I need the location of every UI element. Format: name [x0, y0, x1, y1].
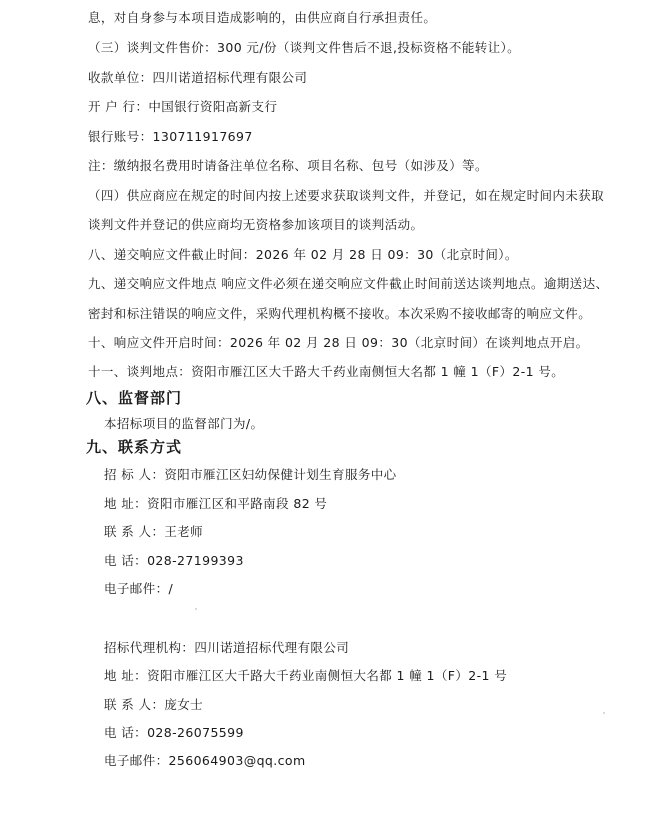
- agency-address-row: [104, 668, 507, 684]
- paragraph-submission-location-cont: 密封和标注错误的响应文件，采购代理机构概不接收。本次采购不接收邮寄的响应文件。: [88, 306, 592, 321]
- tenderer-address-label: 地 址：: [104, 496, 148, 511]
- agency-phone-label: 电 话：: [104, 725, 148, 740]
- agency-phone-row: [104, 725, 244, 741]
- paragraph-bank: 开 户 行：中国银行资阳高新支行: [88, 99, 278, 114]
- supervision-text: 本招标项目的监督部门为/。: [104, 416, 264, 431]
- tenderer-email: /: [168, 581, 174, 596]
- agency-email-row: [104, 753, 306, 769]
- agency-phone: 028-26075599: [147, 725, 244, 740]
- tenderer-email-label: 电子邮件：: [104, 581, 169, 596]
- tenderer-contact-row: [104, 524, 203, 540]
- paragraph-opening-time: 十、响应文件开启时间：2026 年 02 月 28 日 09：30（北京时间）在谈判地点开启。: [88, 335, 589, 350]
- tenderer-phone-label: 电 话：: [104, 553, 148, 568]
- agency-name: 四川诺道招标代理有限公司: [194, 640, 350, 655]
- tenderer-name-label: 招 标 人：: [104, 467, 165, 482]
- agency-contact-label: 联 系 人：: [104, 697, 165, 712]
- paragraph-submission-deadline: 八、递交响应文件截止时间：2026 年 02 月 28 日 09：30（北京时间）。: [88, 247, 518, 262]
- agency-address-label: 地 址：: [104, 668, 148, 683]
- agency-contact-row: [104, 697, 203, 713]
- agency-email: 256064903@qq.com: [168, 753, 306, 768]
- paragraph-submission-location: 九、递交响应文件地点 响应文件必须在递交响应文件截止时间前送达谈判地点。逾期送达、: [88, 276, 609, 291]
- agency-name-row: [104, 640, 349, 656]
- paragraph-document-price: （三）谈判文件售价：300 元/份（谈判文件售后不退,投标资格不能转让）。: [88, 40, 521, 55]
- agency-address: 资阳市雁江区大千路大千药业南侧恒大名都 1 幢 1（F）2-1 号: [147, 668, 508, 683]
- tenderer-phone-row: [104, 553, 244, 569]
- paragraph-responsibility: 息，对自身参与本项目造成影响的，由供应商自行承担责任。: [88, 10, 437, 25]
- scan-speck: [195, 608, 197, 610]
- agency-name-label: 招标代理机构：: [104, 640, 195, 655]
- agency-email-label: 电子邮件：: [104, 753, 169, 768]
- agency-contact: 庞女士: [164, 697, 204, 712]
- paragraph-negotiation-location: 十一、谈判地点：资阳市雁江区大千路大千药业南侧恒大名都 1 幢 1（F）2-1 号。: [88, 364, 565, 379]
- scan-speck: [603, 712, 605, 714]
- paragraph-account-number: 银行账号：130711917697: [88, 129, 253, 144]
- paragraph-obtain-documents-cont: 谈判文件并登记的供应商均无资格参加该项目的谈判活动。: [88, 217, 424, 232]
- tenderer-email-row: [104, 581, 173, 597]
- section-heading-supervision: 八、监督部门: [86, 389, 183, 407]
- tenderer-address-row: [104, 496, 327, 512]
- tenderer-name-row: [104, 467, 397, 483]
- tenderer-name: 资阳市雁江区妇幼保健计划生育服务中心: [164, 467, 397, 482]
- paragraph-obtain-documents: （四）供应商应在规定的时间内按上述要求获取谈判文件，并登记，如在规定时间内未获取: [88, 188, 605, 203]
- tenderer-address: 资阳市雁江区和平路南段 82 号: [147, 496, 328, 511]
- tenderer-phone: 028-27199393: [147, 553, 244, 568]
- tenderer-contact-label: 联 系 人：: [104, 524, 165, 539]
- section-heading-contact: 九、联系方式: [86, 438, 183, 456]
- paragraph-payee: 收款单位：四川诺道招标代理有限公司: [88, 70, 308, 85]
- paragraph-payment-note: 注：缴纳报名费用时请备注单位名称、项目名称、包号（如涉及）等。: [88, 158, 488, 173]
- tenderer-contact: 王老师: [164, 524, 204, 539]
